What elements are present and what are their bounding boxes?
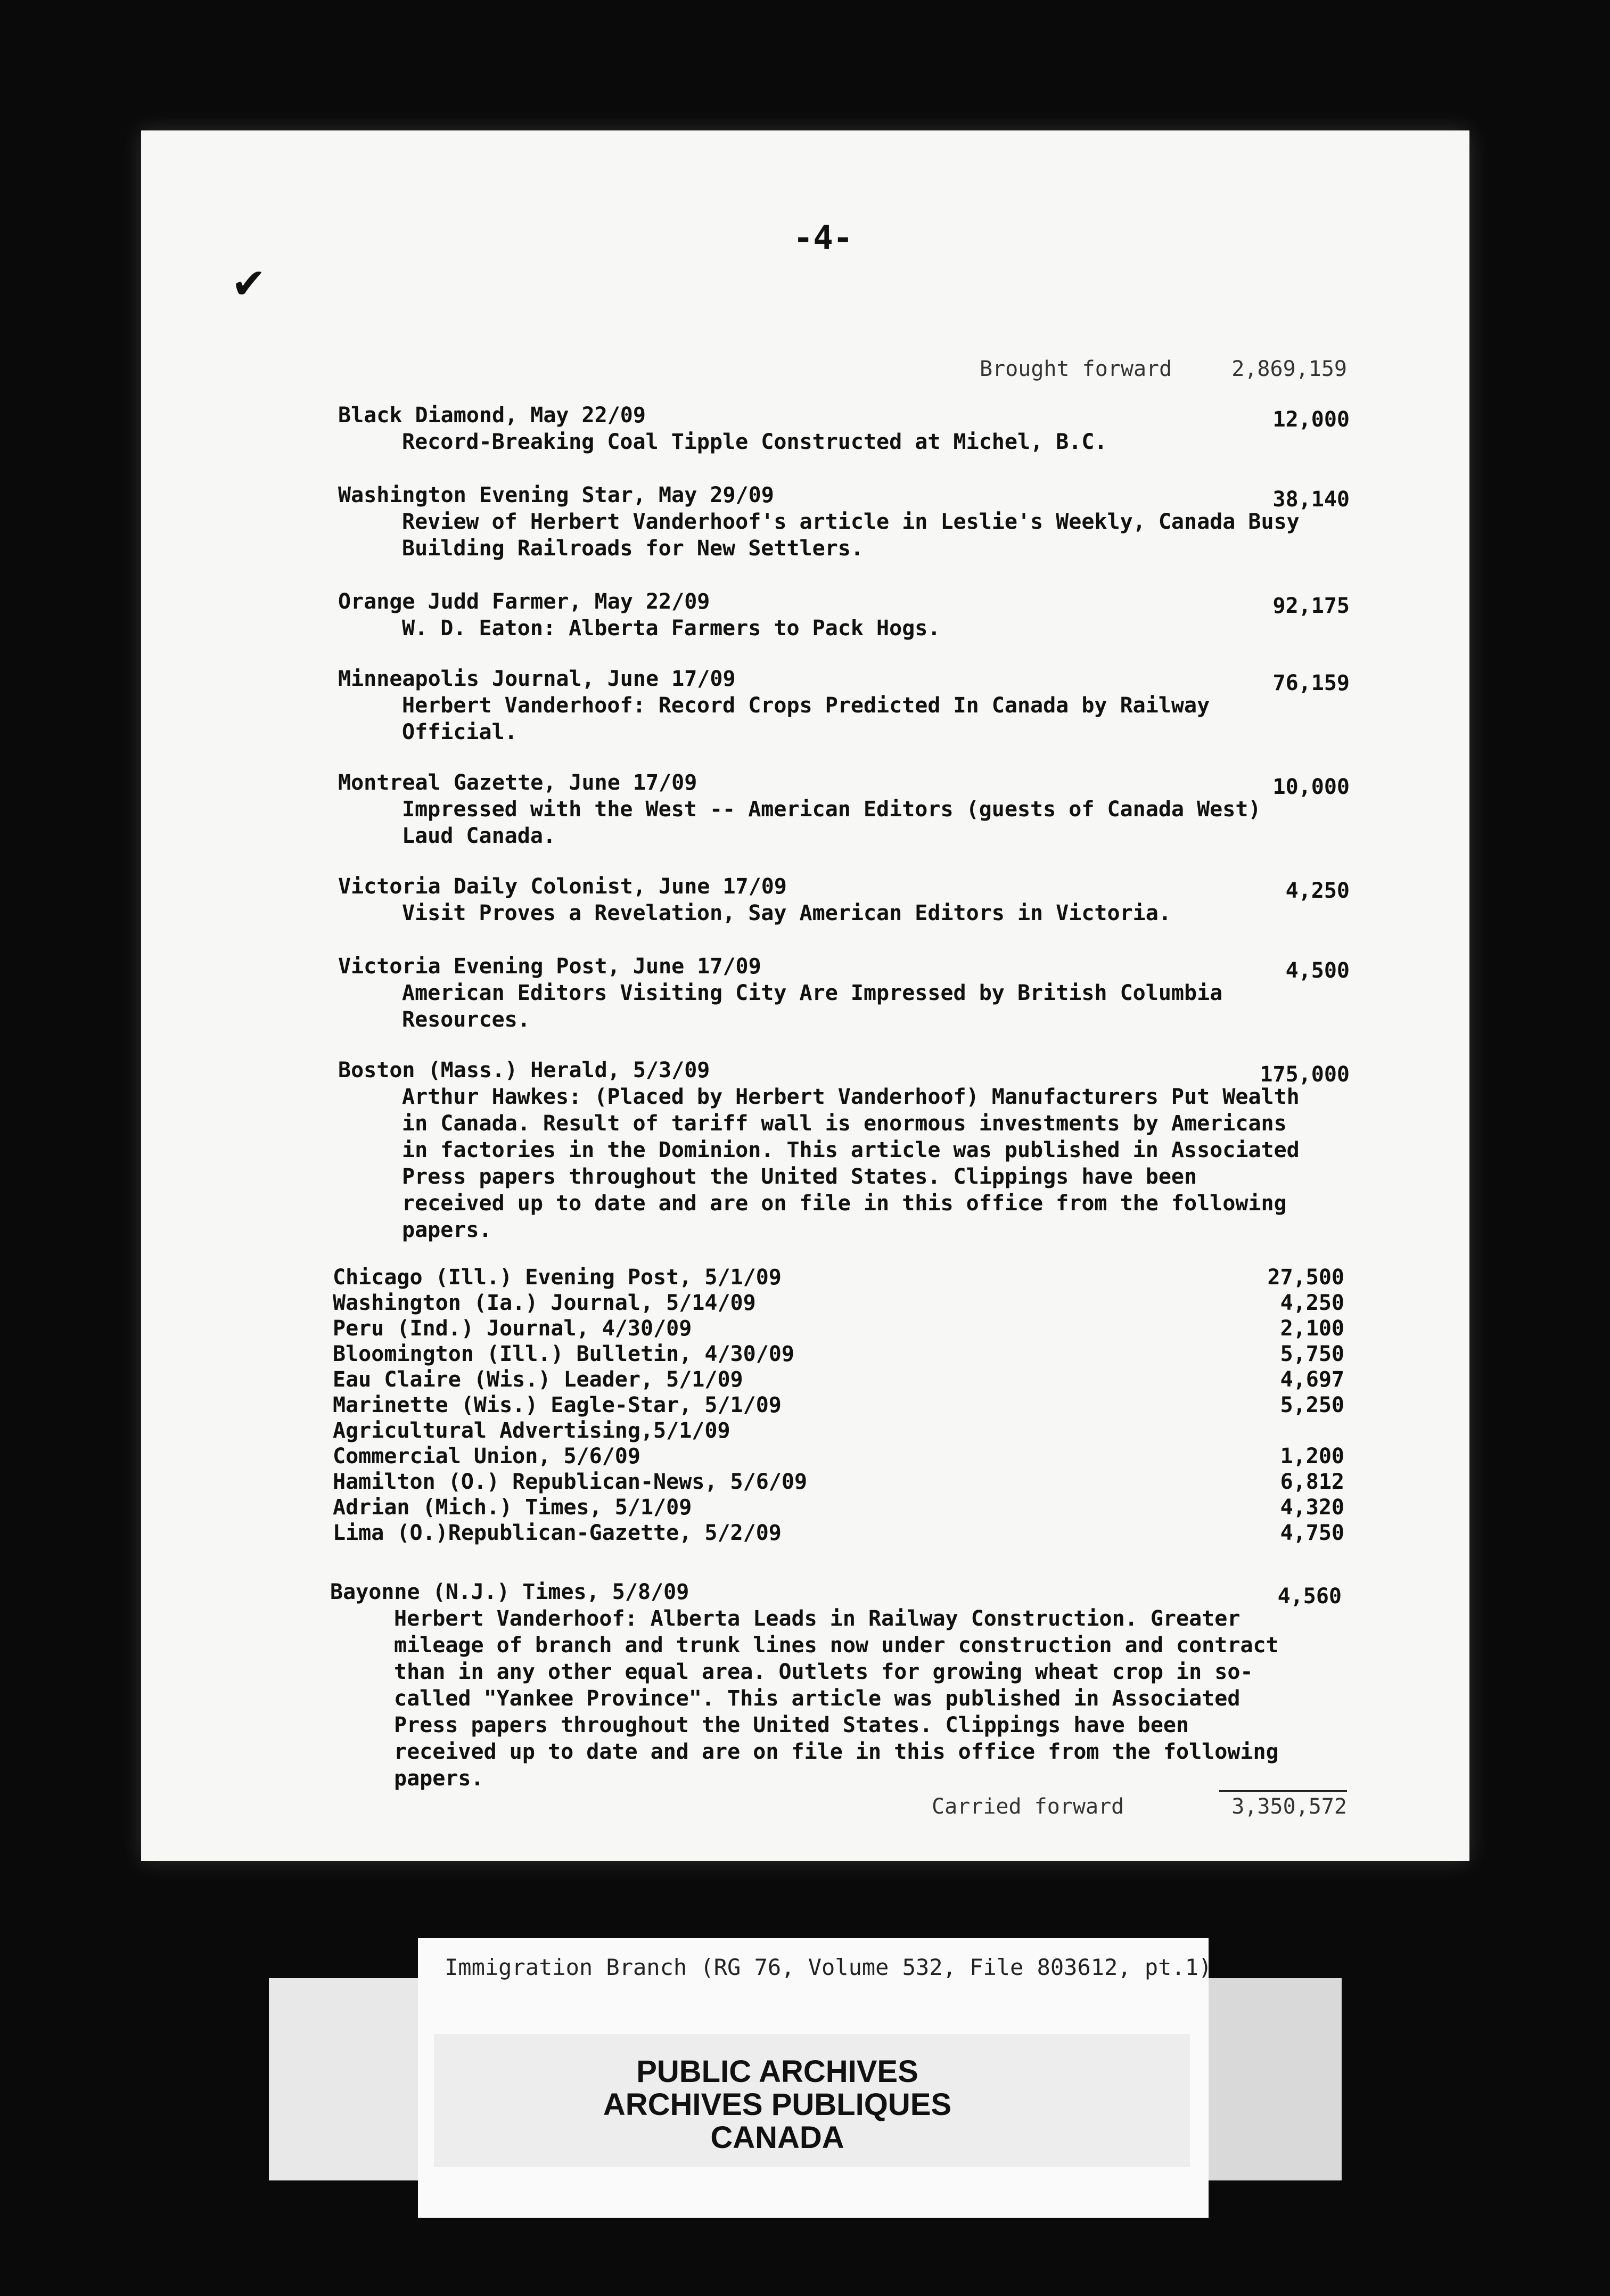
table-row	[333, 1341, 1344, 1367]
stamp-line: PUBLIC ARCHIVES	[636, 2054, 918, 2089]
list-item	[338, 1057, 1350, 1243]
entry-source: Bayonne (N.J.) Times, 5/8/09	[330, 1580, 689, 1604]
paper-number: 1,200	[1280, 1444, 1344, 1469]
list-item	[338, 588, 1350, 642]
paper-number: 4,750	[1280, 1521, 1344, 1545]
list-item	[338, 482, 1350, 562]
table-row	[333, 1316, 1344, 1341]
paper-name: Agricultural Advertising,5/1/09	[333, 1418, 730, 1443]
list-item	[338, 873, 1350, 926]
brought-forward-value: 2,869,159	[1231, 357, 1347, 381]
brought-forward-label: Brought forward	[980, 357, 1172, 381]
table-row	[333, 1418, 1344, 1444]
paper-name: Eau Claire (Wis.) Leader, 5/1/09	[333, 1367, 743, 1392]
paper-list	[333, 1265, 1344, 1546]
entry-description: Herbert Vanderhoof: Alberta Leads in Railway Construction. Greater mileage of branch and trunk lines now under construction and contract than in any other equal area. Outlets for growing wheat crop in so-called "Yankee Province". This article was published in Associated Press papers throughout the United States. Clippings have been received up to date and are on file in this office from the following papers.	[394, 1606, 1279, 1791]
paper-name: Peru (Ind.) Journal, 4/30/09	[333, 1316, 692, 1341]
table-row	[333, 1469, 1344, 1495]
entry-description: Review of Herbert Vanderhoof's article in Leslie's Weekly, Canada Busy Building Railroads for New Settlers.	[402, 510, 1300, 561]
entry-description: W. D. Eaton: Alberta Farmers to Pack Hogs.	[402, 616, 941, 641]
paper-number: 6,812	[1280, 1470, 1344, 1494]
entry-source: Boston (Mass.) Herald, 5/3/09	[338, 1058, 710, 1083]
list-item	[338, 402, 1350, 455]
entry-source: Victoria Daily Colonist, June 17/09	[338, 874, 787, 899]
total-rule	[1219, 1790, 1347, 1792]
table-row	[333, 1367, 1344, 1392]
entry-number: 76,159	[1272, 671, 1350, 695]
entry-description: American Editors Visiting City Are Impressed by British Columbia Resources.	[402, 981, 1223, 1032]
paper-number: 27,500	[1267, 1265, 1344, 1290]
archive-mount-right	[1209, 1978, 1342, 2180]
paper-name: Bloomington (Ill.) Bulletin, 4/30/09	[333, 1342, 794, 1366]
paper-name: Lima (O.)Republican-Gazette, 5/2/09	[333, 1521, 782, 1545]
entry-source: Minneapolis Journal, June 17/09	[338, 667, 736, 691]
carried-forward-label: Carried forward	[932, 1794, 1124, 1819]
paper-number: 4,250	[1280, 1291, 1344, 1315]
table-row	[333, 1444, 1344, 1469]
document-page	[141, 130, 1469, 1861]
paper-name: Hamilton (O.) Republican-News, 5/6/09	[333, 1470, 808, 1494]
entry-number: 92,175	[1272, 594, 1350, 618]
list-item	[338, 666, 1350, 745]
entry-source: Washington Evening Star, May 29/09	[338, 483, 774, 507]
archive-reference: Immigration Branch (RG 76, Volume 532, File 803612, pt.1)	[445, 1954, 1212, 1980]
entry-number: 12,000	[1272, 407, 1350, 432]
paper-number: 5,750	[1280, 1342, 1344, 1366]
entry-description: Visit Proves a Revelation, Say American Editors in Victoria.	[402, 901, 1171, 925]
paper-number: 2,100	[1280, 1316, 1344, 1341]
entry-description: Arthur Hawkes: (Placed by Herbert Vanderhoof) Manufacturers Put Wealth in Canada. Result of tariff wall is enormous investments by Americans in factories in the Dominion. This article was published in Associated Press papers throughout the United States. Clippings have been received up to date and are on file in this office from the following papers.	[402, 1085, 1300, 1242]
check-mark-icon: ✔	[234, 253, 264, 309]
archive-stamp	[578, 2055, 977, 2154]
entry-number: 4,500	[1285, 958, 1350, 983]
paper-name: Chicago (Ill.) Evening Post, 5/1/09	[333, 1265, 782, 1290]
entry-source: Victoria Evening Post, June 17/09	[338, 954, 761, 979]
entry-description: Herbert Vanderhoof: Record Crops Predicted In Canada by Railway Official.	[402, 693, 1210, 744]
paper-name: Washington (Ia.) Journal, 5/14/09	[333, 1291, 756, 1315]
table-row	[333, 1495, 1344, 1520]
paper-number: 4,697	[1280, 1367, 1344, 1392]
paper-name: Adrian (Mich.) Times, 5/1/09	[333, 1495, 692, 1520]
entry-number: 4,560	[1277, 1584, 1342, 1609]
table-row	[333, 1392, 1344, 1418]
list-item	[338, 953, 1350, 1033]
stamp-line: CANADA	[710, 2120, 844, 2155]
paper-name: Marinette (Wis.) Eagle-Star, 5/1/09	[333, 1393, 782, 1417]
paper-number: 4,320	[1280, 1495, 1344, 1520]
table-row	[333, 1290, 1344, 1316]
archive-mount-left	[269, 1978, 418, 2180]
entry-description: Record-Breaking Coal Tipple Constructed at Michel, B.C.	[402, 430, 1107, 454]
paper-name: Commercial Union, 5/6/09	[333, 1444, 640, 1469]
carried-forward-value: 3,350,572	[1231, 1794, 1347, 1819]
stamp-line: ARCHIVES PUBLIQUES	[603, 2087, 952, 2122]
archive-label-card	[418, 1938, 1212, 2218]
table-row	[333, 1265, 1344, 1290]
entry-description: Impressed with the West -- American Editors (guests of Canada West) Laud Canada.	[402, 797, 1261, 848]
paper-number: 5,250	[1280, 1393, 1344, 1417]
entry-number: 4,250	[1285, 879, 1350, 903]
list-item	[330, 1579, 1342, 1792]
list-item	[338, 769, 1350, 849]
page-number: -4-	[793, 218, 853, 257]
entry-source: Orange Judd Farmer, May 22/09	[338, 589, 710, 614]
entry-number: 175,000	[1260, 1062, 1350, 1087]
entry-number: 38,140	[1272, 487, 1350, 512]
table-row	[333, 1520, 1344, 1546]
entry-source: Montreal Gazette, June 17/09	[338, 770, 697, 795]
entry-source: Black Diamond, May 22/09	[338, 403, 646, 428]
entry-number: 10,000	[1272, 775, 1350, 799]
